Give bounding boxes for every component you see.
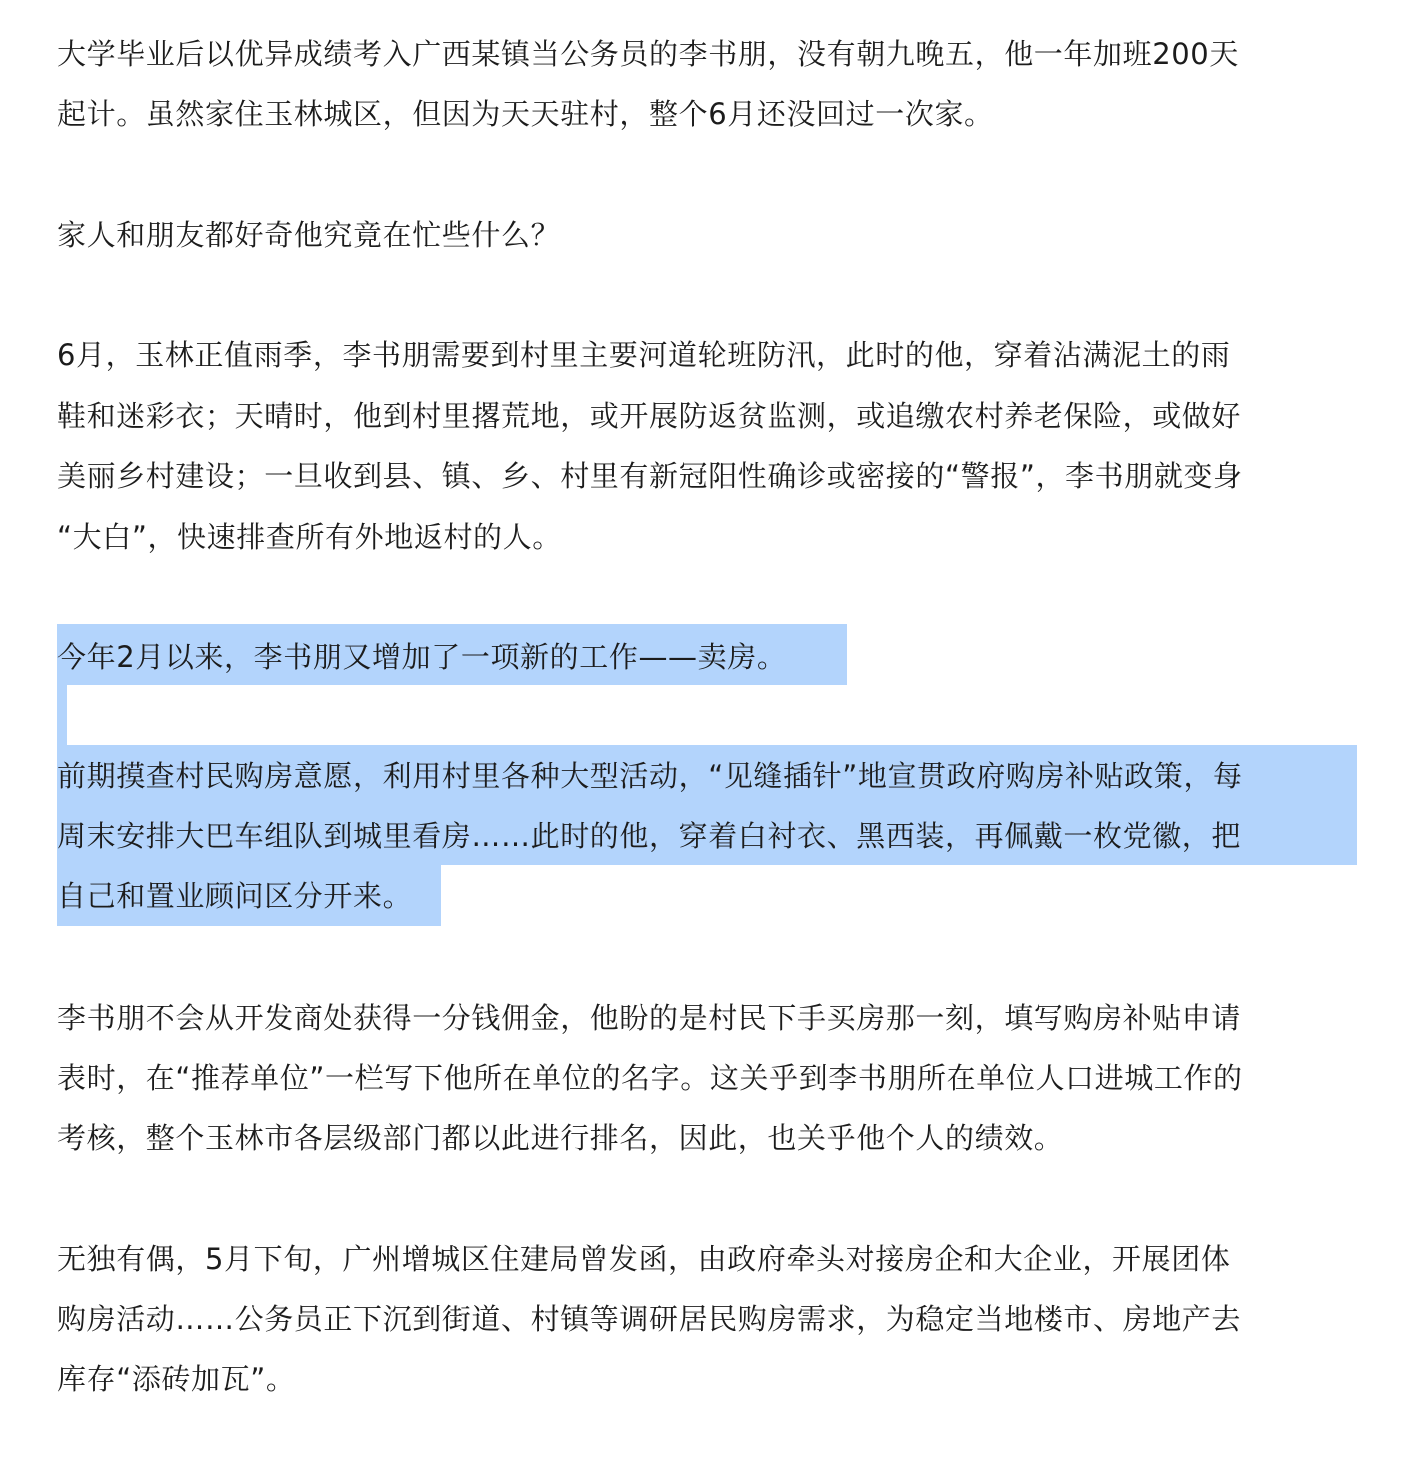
paragraph-line[interactable]: 起计。虽然家住玉林城区，但因为天天驻村，整个6月还没回过一次家。	[57, 97, 994, 131]
paragraph-line[interactable]: 购房活动……公务员正下沉到街道、村镇等调研居民购房需求，为稳定当地楼市、房地产去	[57, 1302, 1242, 1336]
selection-highlight	[57, 685, 67, 745]
paragraph-line[interactable]: 无独有偶，5月下旬，广州增城区住建局曾发函，由政府牵头对接房企和大企业，开展团体	[57, 1242, 1231, 1276]
paragraph-line[interactable]: 表时，在“推荐单位”一栏写下他所在单位的名字。这关乎到李书朋所在单位人口进城工作的	[57, 1061, 1243, 1095]
selected-paragraph-line[interactable]: 今年2月以来，李书朋又增加了一项新的工作——卖房。	[57, 640, 787, 674]
selected-paragraph-line[interactable]: 前期摸查村民购房意愿，利用村里各种大型活动，“见缝插针”地宣贯政府购房补贴政策，每	[57, 759, 1243, 793]
paragraph-line[interactable]: “大白”，快速排查所有外地返村的人。	[57, 520, 562, 554]
paragraph-line[interactable]: 美丽乡村建设；一旦收到县、镇、乡、村里有新冠阳性确诊或密接的“警报”，李书朋就变身	[57, 459, 1243, 493]
selected-paragraph-line[interactable]: 自己和置业顾问区分开来。	[57, 879, 413, 913]
paragraph-line[interactable]: 家人和朋友都好奇他究竟在忙些什么？	[57, 218, 561, 252]
paragraph-line[interactable]: 库存“添砖加瓦”。	[57, 1362, 296, 1396]
selected-paragraph-line[interactable]: 周末安排大巴车组队到城里看房……此时的他，穿着白衬衣、黑西装，再佩戴一枚党徽，把	[57, 819, 1242, 853]
paragraph-line[interactable]: 考核，整个玉林市各层级部门都以此进行排名，因此，也关乎他个人的绩效。	[57, 1121, 1064, 1155]
paragraph-line[interactable]: 李书朋不会从开发商处获得一分钱佣金，他盼的是村民下手买房那一刻，填写购房补贴申请	[57, 1001, 1242, 1035]
paragraph-line[interactable]: 大学毕业后以优异成绩考入广西某镇当公务员的李书朋，没有朝九晚五，他一年加班200天	[57, 37, 1239, 71]
paragraph-line[interactable]: 鞋和迷彩衣；天晴时，他到村里撂荒地，或开展防返贫监测，或追缴农村养老保险，或做好	[57, 399, 1242, 433]
paragraph-line[interactable]: 6月，玉林正值雨季，李书朋需要到村里主要河道轮班防汛，此时的他，穿着沾满泥土的雨	[57, 338, 1231, 372]
